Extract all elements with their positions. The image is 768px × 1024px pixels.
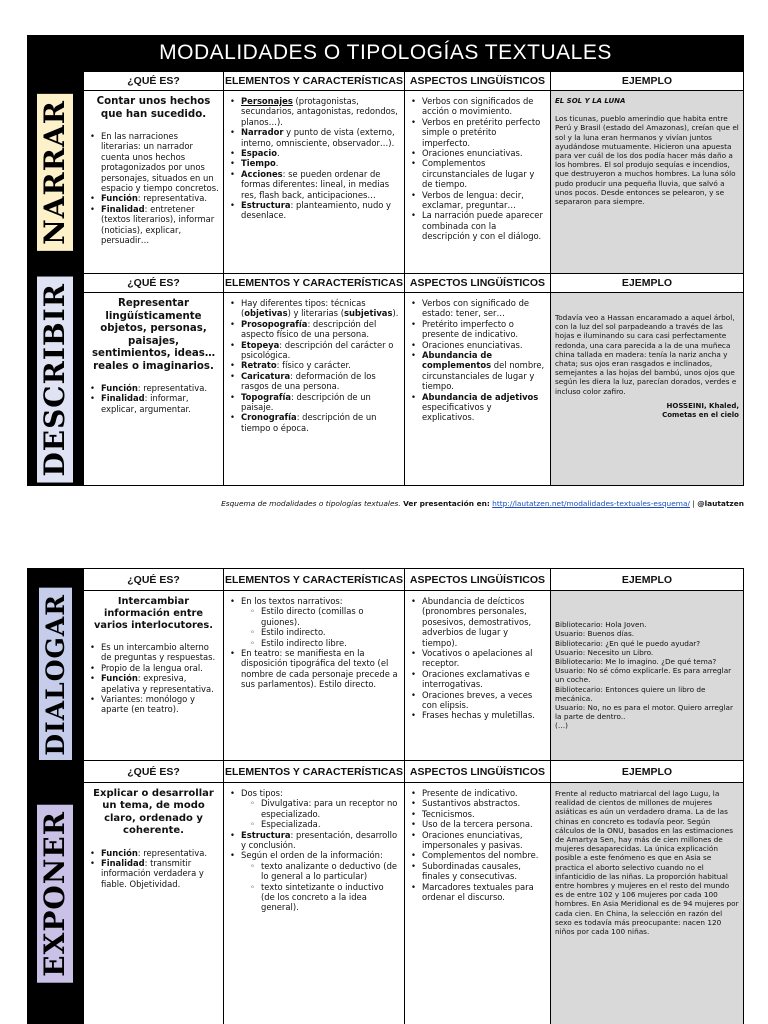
table-narrar-describir: [27, 35, 744, 486]
list-item: • Espacio.: [228, 148, 400, 158]
dialogar-ex-text: Bibliotecario: Hola Joven. Usuario: Buenos días. Bibliotecario: ¿En qué le puedo ayudar? Usuario: Necesito un Libro. Bibliotecario: Me lo imagino. ¿De qué tema? Usuario: No sé cómo explicarle. Es para arreglar un coche. Bibliotecario: Entonces quiere un libro de mecánica. Usuario: No, no es para el motor. Quiero arreglar la parte de dentro.. (…): [555, 620, 733, 731]
header-que-es: ¿QUÉ ES?: [83, 71, 224, 91]
list-item: • Acciones: se pueden ordenar de formas diferentes: lineal, in medias res, flash back, anticipaciones…: [228, 169, 400, 200]
narrar-elementos: [223, 90, 405, 274]
narrar-aspectos: [404, 90, 551, 274]
list-item: • Verbos con significados de acción o movimiento.: [409, 96, 546, 117]
list-item: • Verbos en pretérito perfecto simple o pretérito imperfecto.: [409, 117, 546, 148]
dialogar-el-list: [228, 596, 400, 690]
describir-elementos: [223, 292, 405, 486]
header-que-es: ¿QUÉ ES?: [83, 760, 224, 783]
sublist-item: ◦ texto sintetizante o inductivo (de los concreto a la idea general).: [249, 882, 400, 913]
header-elementos: ELEMENTOS Y CARACTERÍSTICAS: [223, 273, 405, 293]
list-item: • Subordinadas causales, finales y consecutivas.: [409, 861, 546, 882]
list-item: • Abundancia de deícticos (pronombres personales, posesivos, demostrativos, adverbios de lugar y tiempo).: [409, 596, 546, 648]
narrar-que-es: [83, 90, 224, 274]
sublist: [249, 606, 400, 648]
list-item: • Es un intercambio alterno de preguntas y respuestas.: [88, 642, 219, 663]
list-item: • Presente de indicativo.: [409, 788, 546, 798]
dialogar-as-list: [409, 596, 546, 721]
dialogar-lead: Intercambiar información entre varios interlocutores.: [94, 596, 213, 631]
narrar-as-list: [409, 96, 546, 242]
sublist-item: ◦ Estilo indirecto.: [249, 627, 400, 637]
list-item: [228, 850, 400, 912]
caption-sep: |: [692, 499, 695, 508]
list-item: • Narrador y punto de vista (externo, interno, omnisciente, observador…).: [228, 127, 400, 148]
list-item: • Finalidad: informar, explicar, argumentar.: [88, 393, 219, 414]
header-ejemplo: EJEMPLO: [550, 568, 744, 591]
exponer-lead: Explicar o desarrollar un tema, de modo claro, ordenado y coherente.: [93, 788, 214, 837]
describir-lead: Representar lingüísticamente objetos, personas, paisajes, sentimientos, ideas… reales o imaginarios.: [91, 298, 216, 372]
label-exponer: EXPONER: [37, 805, 73, 983]
list-item-text: Dos tipos:: [241, 788, 283, 798]
narrar-lead: Contar unos hechos que han sucedido.: [96, 96, 211, 120]
list-item: • Cronografía: descripción de un tiempo o época.: [228, 412, 400, 433]
list-item: • Finalidad: entretener (textos literarios), informar (noticias), explicar, persuadir…: [88, 204, 219, 246]
dialogar-elementos: [223, 590, 405, 761]
list-item: • Tiempo.: [228, 158, 400, 168]
list-item: • Caricatura: deformación de los rasgos de una persona.: [228, 371, 400, 392]
describir-ejemplo: [550, 292, 744, 486]
sublist-item: ◦ texto analizante o deductivo (de lo general a lo particular): [249, 861, 400, 882]
list-item: • Pretérito imperfecto o presente de indicativo.: [409, 319, 546, 340]
side-exponer: [27, 760, 83, 1024]
caption-handle: @lautatzen: [697, 499, 744, 508]
list-item-text: En los textos narrativos:: [241, 596, 343, 606]
list-item: • Función: expresiva, apelativa y representativa.: [88, 673, 219, 694]
list-item: • La narración puede aparecer combinada con la descripción y con el diálogo.: [409, 210, 546, 241]
header-ejemplo: EJEMPLO: [550, 760, 744, 783]
list-item: • Abundancia de complementos del nombre, circunstanciales de lugar y tiempo.: [409, 350, 546, 392]
sublist: [249, 798, 400, 829]
header-que-es: ¿QUÉ ES?: [83, 273, 224, 293]
header-aspectos: ASPECTOS LINGÜÍSTICOS: [404, 71, 551, 91]
list-item: • Función: representativa.: [88, 193, 219, 203]
table-dialogar-exponer: [27, 568, 744, 1024]
header-que-es: ¿QUÉ ES?: [83, 568, 224, 591]
describir-aspectos: [404, 292, 551, 486]
dialogar-ejemplo: [550, 590, 744, 761]
sublist-item: ◦ Estilo directo (comillas o guiones).: [249, 606, 400, 627]
describir-ex-text: Todavía veo a Hassan encaramado a aquel árbol, con la luz del sol parpadeando a través de las hojas e iluminando su cara casi perfectamente redonda, una cara parecida a la de una muñeca china tallada en madera: tenía la nariz ancha y chata; sus ojos eran rasgados e inclinados, semejantes a las hojas del bambú, unos ojos que según les diera la luz, parecían dorados, verdes e incluso color zafiro.: [555, 313, 737, 396]
list-item: • Complementos circunstanciales de lugar y de tiempo.: [409, 158, 546, 189]
list-item: • Variantes: monólogo y aparte (en teatro).: [88, 694, 219, 715]
sublist: [249, 861, 400, 913]
side-dialogar: [27, 590, 83, 760]
header-aspectos: ASPECTOS LINGÜÍSTICOS: [404, 273, 551, 293]
grid-1: [83, 71, 744, 486]
list-item: • Función: representativa.: [88, 383, 219, 393]
exponer-que-list: [88, 848, 219, 890]
list-item: [228, 596, 400, 648]
list-item: • Oraciones enunciativas.: [409, 340, 546, 350]
list-item: • Hay diferentes tipos: técnicas (objetivas) y literarias (subjetivas).: [228, 298, 400, 319]
page-title: MODALIDADES O TIPOLOGÍAS TEXTUALES: [159, 41, 612, 64]
list-item: • En las narraciones literarias: un narrador cuenta unos hechos protagonizados por unos personajes, situados en un espacio y tiempo concretos.: [88, 131, 219, 193]
list-item: • Estructura: planteamiento, nudo y desenlace.: [228, 200, 400, 221]
ex-author: HOSSEINI, Khaled,: [666, 401, 739, 410]
list-item: • Función: representativa.: [88, 848, 219, 858]
list-item: • Frases hechas y muletillas.: [409, 710, 546, 720]
describir-ex-signature: [555, 402, 739, 420]
list-item: • Complementos del nombre.: [409, 850, 546, 860]
exponer-ejemplo: [550, 782, 744, 1024]
describir-que-list: [88, 383, 219, 414]
dialogar-aspectos: [404, 590, 551, 761]
narrar-ex-title: EL SOL Y LA LUNA: [555, 97, 626, 105]
list-item: • Marcadores textuales para ordenar el discurso.: [409, 882, 546, 903]
list-item: • Personajes (protagonistas, secundarios, antagonistas, redondos, planos…).: [228, 96, 400, 127]
ex-book: Cometas en el cielo: [662, 410, 739, 419]
list-item: • Oraciones enunciativas.: [409, 148, 546, 158]
describir-el-list: [228, 298, 400, 433]
describir-que-es: [83, 292, 224, 486]
dialogar-que-es: [83, 590, 224, 761]
list-item: • Oraciones exclamativas e interrogativas.: [409, 669, 546, 690]
list-item: • Propio de la lengua oral.: [88, 663, 219, 673]
list-item: • Etopeya: descripción del carácter o psicológica.: [228, 340, 400, 361]
grid-2: [83, 568, 744, 1024]
narrar-ex-text: Los ticunas, pueblo amerindio que habita entre Perú y Brasil (estado del Amazonas), creían que el sol y la luna eran hermanos y vivían juntos ayudándose mutuamente. Hicieron una apuesta para ver cuál de los dos podía hacer más daño a los hombres. El sol produjo sequías e incendios, que destruyeron a muchos hombres. La luna sólo pudo producir una pequeña lluvia, que salvó a unos pocos. Desde entonces se pelearon, y se separaron para siempre.: [555, 114, 739, 207]
label-dialogar: DIALOGAR: [39, 588, 72, 762]
label-describir: DESCRIBIR: [37, 277, 73, 483]
header-elementos: ELEMENTOS Y CARACTERÍSTICAS: [223, 71, 405, 91]
list-item: • Finalidad: transmitir información verdadera y fiable. Objetividad.: [88, 858, 219, 889]
list-item: • Prosopografía: descripción del aspecto físico de una persona.: [228, 319, 400, 340]
caption: [221, 499, 744, 508]
list-item: • Topografía: descripción de un paisaje.: [228, 392, 400, 413]
list-item: • Vocativos o apelaciones al receptor.: [409, 648, 546, 669]
caption-link[interactable]: http://lautatzen.net/modalidades-textuales-esquema/: [492, 499, 690, 508]
header-ejemplo: EJEMPLO: [550, 71, 744, 91]
side-describir: [27, 273, 83, 486]
exponer-as-list: [409, 788, 546, 902]
exponer-elementos: [223, 782, 405, 1024]
header-aspectos: ASPECTOS LINGÜÍSTICOS: [404, 760, 551, 783]
header-elementos: ELEMENTOS Y CARACTERÍSTICAS: [223, 760, 405, 783]
list-item: • Oraciones breves, a veces con elipsis.: [409, 690, 546, 711]
narrar-ejemplo: [550, 90, 744, 274]
sublist-item: ◦ Especializada.: [249, 819, 400, 829]
list-item-text: Según el orden de la información:: [241, 850, 383, 861]
list-item: • Abundancia de adjetivos especificativos y explicativos.: [409, 392, 546, 423]
list-item: • Uso de la tercera persona.: [409, 819, 546, 829]
list-item: • Retrato: físico y carácter.: [228, 360, 400, 370]
side-narrar: [27, 71, 83, 273]
header-ejemplo: EJEMPLO: [550, 273, 744, 293]
exponer-que-es: [83, 782, 224, 1024]
list-item: • Estructura: presentación, desarrollo y conclusión.: [228, 830, 400, 851]
list-item: • Sustantivos abstractos.: [409, 798, 546, 808]
describir-as-list: [409, 298, 546, 423]
list-item: • En teatro: se manifiesta en la disposición tipográfica del texto (el nombre de cada personaje precede a sus parlamentos). Estilo directo.: [228, 648, 400, 690]
sublist-item: ◦ Divulgativa: para un receptor no especializado.: [249, 798, 400, 819]
list-item: • Oraciones enunciativas, impersonales y pasivas.: [409, 830, 546, 851]
header-aspectos: ASPECTOS LINGÜÍSTICOS: [404, 568, 551, 591]
label-narrar: NARRAR: [37, 94, 73, 251]
list-item: • Verbos con significado de estado: tener, ser…: [409, 298, 546, 319]
exponer-el-list: [228, 788, 400, 913]
caption-label: Ver presentación en:: [403, 499, 490, 508]
exponer-aspectos: [404, 782, 551, 1024]
narrar-que-list: [88, 131, 219, 245]
list-item: • Tecnicismos.: [409, 809, 546, 819]
narrar-el-list: [228, 96, 400, 221]
list-item: [228, 788, 400, 830]
dialogar-que-list: [88, 642, 219, 715]
caption-text: Esquema de modalidades o tipologías textuales.: [221, 499, 401, 508]
list-item: • Verbos de lengua: decir, exclamar, preguntar…: [409, 190, 546, 211]
header-elementos: ELEMENTOS Y CARACTERÍSTICAS: [223, 568, 405, 591]
sublist-item: ◦ Estilo indirecto libre.: [249, 638, 400, 648]
exponer-ex-text: Frente al reducto matriarcal del lago Lugu, la realidad de cientos de millones de mujeres asiáticas es aún un verdadero drama. La de las chinas en concreto es todavía peor. Según cálculos de la ONU, basados en las estimaciones de Amartya Sen, hay más de cien millones de mujeres desaparecidas. La única explicación posible a este fenómeno es que en Asia se practica el aborto selectivo cuando no el infanticidio de las niñas. La proporción habitual entre hombres y mujeres en el resto del mundo es de entre 102 y 106 mujeres por cada 100 hombres. En Asia Meridional es de 94 mujeres por cada cien. En China, la selección en razón del sexo es todavía más preocupante: nacen 120 niños por cada 100 niñas.: [555, 789, 739, 937]
